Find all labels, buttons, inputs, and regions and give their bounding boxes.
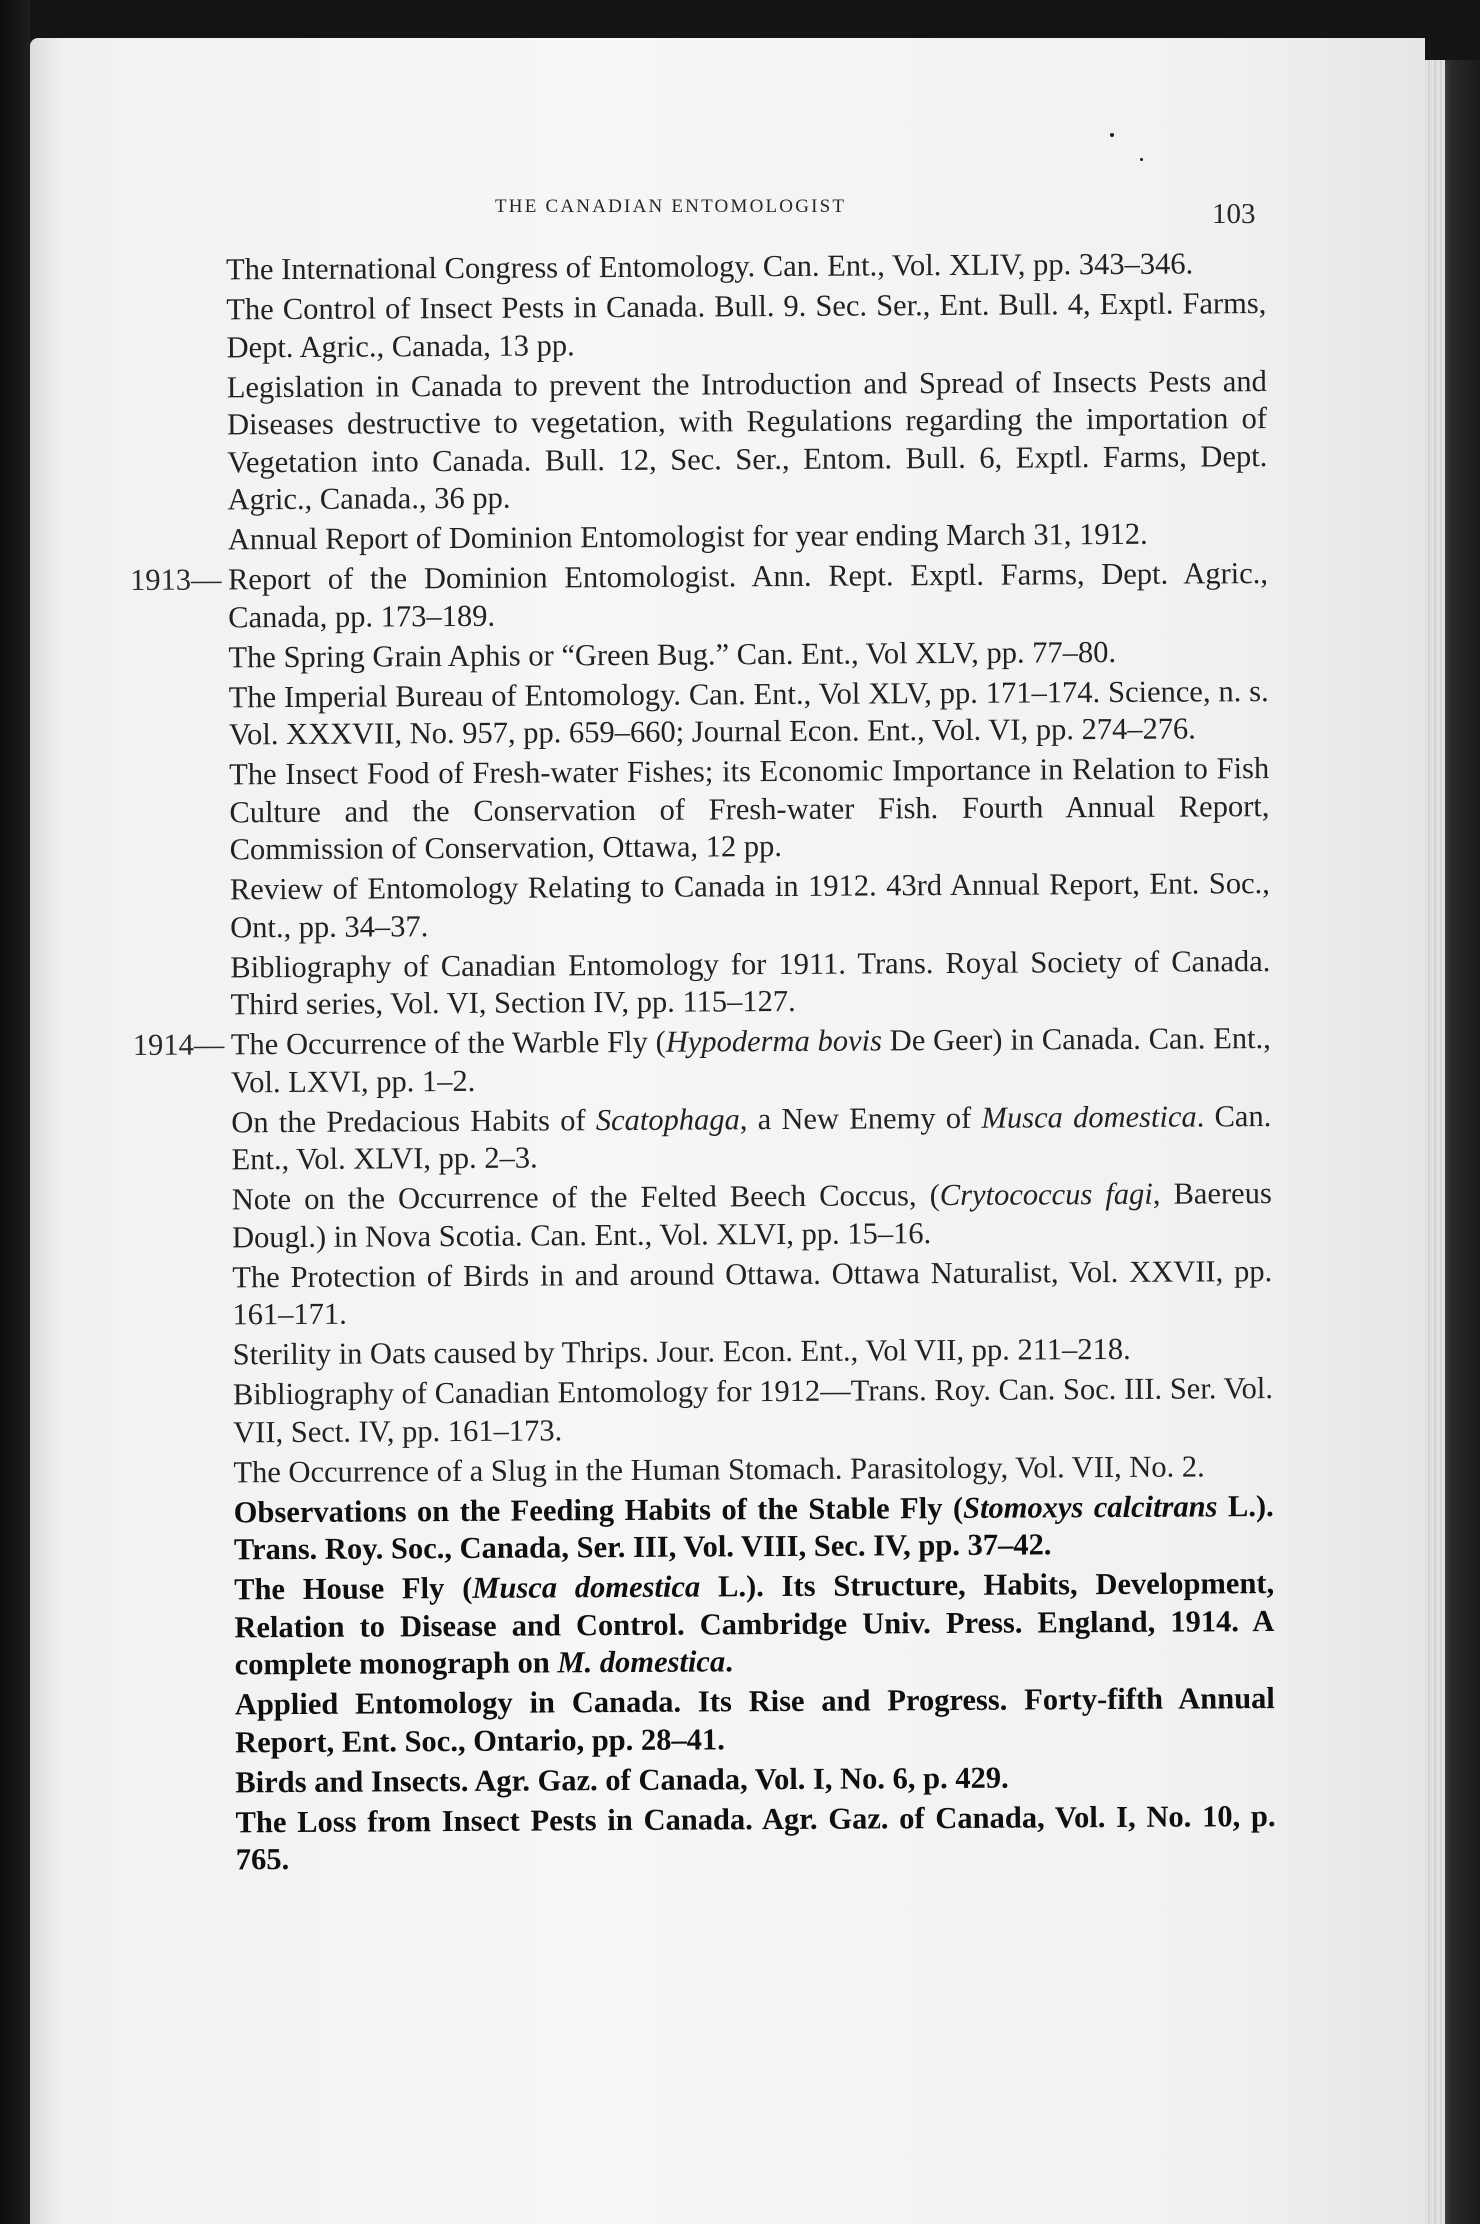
- italic-term: Musca domestica: [472, 1569, 701, 1605]
- italic-term: Hypoderma bovis: [665, 1023, 883, 1059]
- bibliography-entry: [133, 1020, 1271, 1102]
- book-gutter-shadow: [0, 0, 30, 2224]
- bibliography-entry: [136, 1565, 1275, 1684]
- bibliography-entry: [132, 943, 1270, 1025]
- bibliography-entry: [135, 1448, 1273, 1492]
- entry-text: Birds and Insects. Agr. Gaz. of Canada, Vol. I, No. 6, p. 429.: [235, 1760, 1009, 1799]
- bibliography-entry: [128, 245, 1266, 289]
- running-head: THE CANADIAN ENTOMOLOGIST: [495, 196, 847, 217]
- entry-text: The Protection of Birds in and around Ottawa. Ottawa Naturalist, Vol. XXVII, pp. 161–171.: [232, 1253, 1273, 1332]
- bibliography-entry: [137, 1758, 1275, 1802]
- entry-text: Legislation in Canada to prevent the Introduction and Spread of Insects Pests and Diseases destructive to vegetation, with Regulations regarding the importation of Vegetation into Canada. Bull. 12, Sec. Ser., Entom. Bull. 6, Exptl. Farms, Dept. Agric., Canada., 36 pp.: [226, 363, 1268, 517]
- bibliography-entry: [137, 1798, 1275, 1880]
- entry-text: The International Congress of Entomology. Can. Ent., Vol. XLIV, pp. 343–346.: [226, 246, 1194, 287]
- entry-text: On the Predacious Habits of: [231, 1102, 596, 1139]
- italic-term: Crytococcus fagi: [939, 1176, 1153, 1213]
- entry-text: The Loss from Insect Pests in Canada. Agr. Gaz. of Canada, Vol. I, No. 10, p. 765.: [235, 1798, 1276, 1877]
- entry-text: The Occurrence of the Warble Fly (: [230, 1024, 666, 1062]
- entry-text: The House Fly (: [234, 1570, 473, 1607]
- italic-term: M. domestica: [557, 1644, 726, 1680]
- dust-speck: [1140, 158, 1143, 161]
- bibliography-entry: [130, 555, 1268, 637]
- entry-text: Annual Report of Dominion Entomologist for year ending March 31, 1912.: [227, 516, 1148, 557]
- bibliography-entry: [132, 865, 1270, 947]
- bibliography-entry: [131, 750, 1270, 869]
- bibliography-entry: [134, 1175, 1272, 1257]
- entry-text: , Baereus Dougl.) in Nova Scotia. Can. Ent., Vol. XLVI, pp. 15–16.: [231, 1176, 1272, 1254]
- bibliography-entry: [133, 1098, 1271, 1180]
- bibliography-entry: [130, 633, 1268, 677]
- entry-text: Bibliography of Canadian Entomology for 1912—Trans. Roy. Can. Soc. III. Ser. Vol. VII, Sect. IV, pp. 161–173.: [232, 1371, 1274, 1449]
- entry-text: The Occurrence of a Slug in the Human Stomach. Parasitology, Vol. VII, No. 2.: [233, 1448, 1205, 1489]
- entry-text: The Control of Insect Pests in Canada. Bull. 9. Sec. Ser., Ent. Bull. 4, Exptl. Farms, Dept. Agric., Canada, 13 pp.: [226, 286, 1267, 364]
- entry-text: Note on the Occurrence of the Felted Beech Coccus, (: [231, 1178, 940, 1217]
- bibliography-entry: [131, 673, 1269, 755]
- entry-text: L.). Trans. Roy. Soc., Canada, Ser. III, Vol. VIII, Sec. IV, pp. 37–42.: [233, 1488, 1274, 1567]
- entry-text: Sterility in Oats caused by Thrips. Jour. Econ. Ent., Vol VII, pp. 211–218.: [232, 1331, 1131, 1372]
- italic-term: Stomoxys calcitrans: [962, 1488, 1218, 1525]
- entry-text: Review of Entomology Relating to Canada in 1912. 43rd Annual Report, Ent. Soc., Ont., pp. 34–37.: [229, 866, 1270, 944]
- dust-speck: [1110, 133, 1114, 137]
- bibliography-entry: [135, 1330, 1273, 1374]
- entry-text: The Imperial Bureau of Entomology. Can. Ent., Vol XLV, pp. 171–174. Science, n. s. Vol. XXXVII, No. 957, pp. 659–660; Journal Econ. Ent., Vol. VI, pp. 274–276.: [228, 673, 1269, 752]
- bibliography-entry: [134, 1253, 1272, 1335]
- entry-text: .: [725, 1644, 733, 1679]
- entry-text: . Can. Ent., Vol. XLVI, pp. 2–3.: [231, 1098, 1272, 1177]
- entry-text: Observations on the Feeding Habits of the Stable Fly (: [233, 1490, 964, 1529]
- bibliography-entry: [129, 363, 1268, 520]
- bibliography-list: [128, 245, 1276, 1882]
- year-label: 1913—: [129, 562, 222, 597]
- bibliography-entry: [137, 1680, 1275, 1762]
- bibliography-entry: [128, 285, 1266, 367]
- entry-text: Report of the Dominion Entomologist. Ann. Rept. Exptl. Farms, Dept. Agric., Canada, pp. 173–189.: [227, 556, 1269, 634]
- entry-text: Applied Entomology in Canada. Its Rise and Progress. Forty-fifth Annual Report, Ent. Soc., Ontario, pp. 28–41.: [234, 1681, 1275, 1759]
- italic-term: Scatophaga: [595, 1101, 740, 1137]
- italic-term: Musca domestica: [981, 1098, 1197, 1135]
- year-label: 1914—: [132, 1027, 225, 1062]
- bibliography-entry: [135, 1370, 1273, 1452]
- page-number: 103: [1212, 198, 1256, 230]
- entry-text: De Geer) in Canada. Can. Ent., Vol. LXVI, pp. 1–2.: [230, 1021, 1271, 1099]
- entry-text: Bibliography of Canadian Entomology for 1911. Trans. Royal Society of Canada. Third series, Vol. VI, Section IV, pp. 115–127.: [230, 943, 1271, 1022]
- entry-text: , a New Enemy of: [739, 1100, 982, 1136]
- entry-text: The Insect Food of Fresh-water Fishes; its Economic Importance in Relation to Fish Culture and the Conservation of Fresh-water Fish. Fourth Annual Report, Commission of Conservation, Ottawa, 12 pp.: [229, 751, 1270, 867]
- bibliography-entry: [130, 515, 1268, 559]
- bibliography-entry: [136, 1488, 1274, 1570]
- entry-text: The Spring Grain Aphis or “Green Bug.” Can. Ent., Vol XLV, pp. 77–80.: [228, 634, 1117, 674]
- entry-text: L.). Its Structure, Habits, Development, Relation to Disease and Control. Cambridge Univ. Press. England, 1914. A complete monograph on: [234, 1566, 1275, 1682]
